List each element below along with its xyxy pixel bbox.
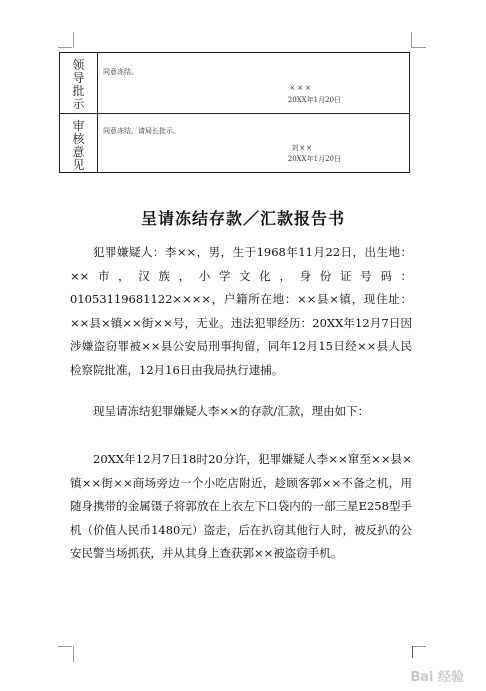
- crop-mark-top-right-v: [411, 32, 412, 48]
- watermark-logo: Bai 经验: [410, 670, 464, 685]
- leader-approval-label-cell: [60, 53, 98, 114]
- request-paragraph: 现呈请冻结犯罪嫌疑人李××的存款/汇款，理由如下：: [93, 404, 370, 418]
- crop-mark-top-left-h: [58, 47, 72, 48]
- document-title: 呈请冻结存款／汇款报告书: [140, 209, 345, 228]
- leader-approval-label: 领 导 批 示: [72, 58, 85, 111]
- review-opinion: 同意冻结，请局长批示。: [103, 127, 180, 135]
- review-date: 20XX年1月20日: [287, 155, 341, 163]
- review-opinion-row: [60, 114, 410, 173]
- suspect-info-paragraph: 犯罪嫌疑人：李××，男，生于1968年11月22日，出生地：××市，汉族，小学文化，身份证号码：01053119681122××××，户籍所在地：××县×镇，现住址：××县×镇××街××号，无业。违法犯罪经历：20XX年12月7日因涉嫌盗窃罪被××县公安局刑事拘留，同年12月15日经××县人民检察院批准，12月16日由我局执行逮捕。: [70, 245, 412, 377]
- crop-mark-top-right-h: [412, 47, 426, 48]
- leader-opinion: 同意冻结。: [103, 68, 138, 76]
- leader-date: 20XX年1月20日: [287, 96, 341, 104]
- request-section: [70, 400, 412, 424]
- review-opinion-label: 审 核 意 见: [72, 119, 85, 172]
- approval-table: [59, 52, 410, 173]
- leader-approval-row: [60, 53, 410, 114]
- page-boundary-mark: [412, 646, 413, 658]
- review-opinion-content: [98, 114, 410, 173]
- facts-section: [70, 448, 412, 566]
- crop-mark-top-left-v: [73, 32, 74, 48]
- crop-mark-bottom-right-h: [412, 646, 426, 647]
- review-opinion-label-cell: [60, 114, 98, 173]
- leader-approval-content: [98, 53, 410, 114]
- crop-mark-bottom-left-h: [58, 646, 72, 647]
- leader-signer: ×××: [289, 84, 313, 92]
- crop-mark-bottom-left-v: [73, 646, 74, 662]
- suspect-info-section: [70, 241, 412, 382]
- facts-paragraph: 20XX年12月7日18时20分许，犯罪嫌疑人李××窜至××县×镇××街××商场旁边一个小吃店附近，趁顾客郭××不备之机，用随身携带的金属镊子将郭放在上衣左下口袋内的一部三星E258型手机（价值人民币1480元）盗走，后在扒窃其他行人时，被反扒的公安民警当场抓获，并从其身上查获郭××被盗窃手机。: [70, 452, 412, 560]
- review-signer: 刘××: [291, 144, 313, 152]
